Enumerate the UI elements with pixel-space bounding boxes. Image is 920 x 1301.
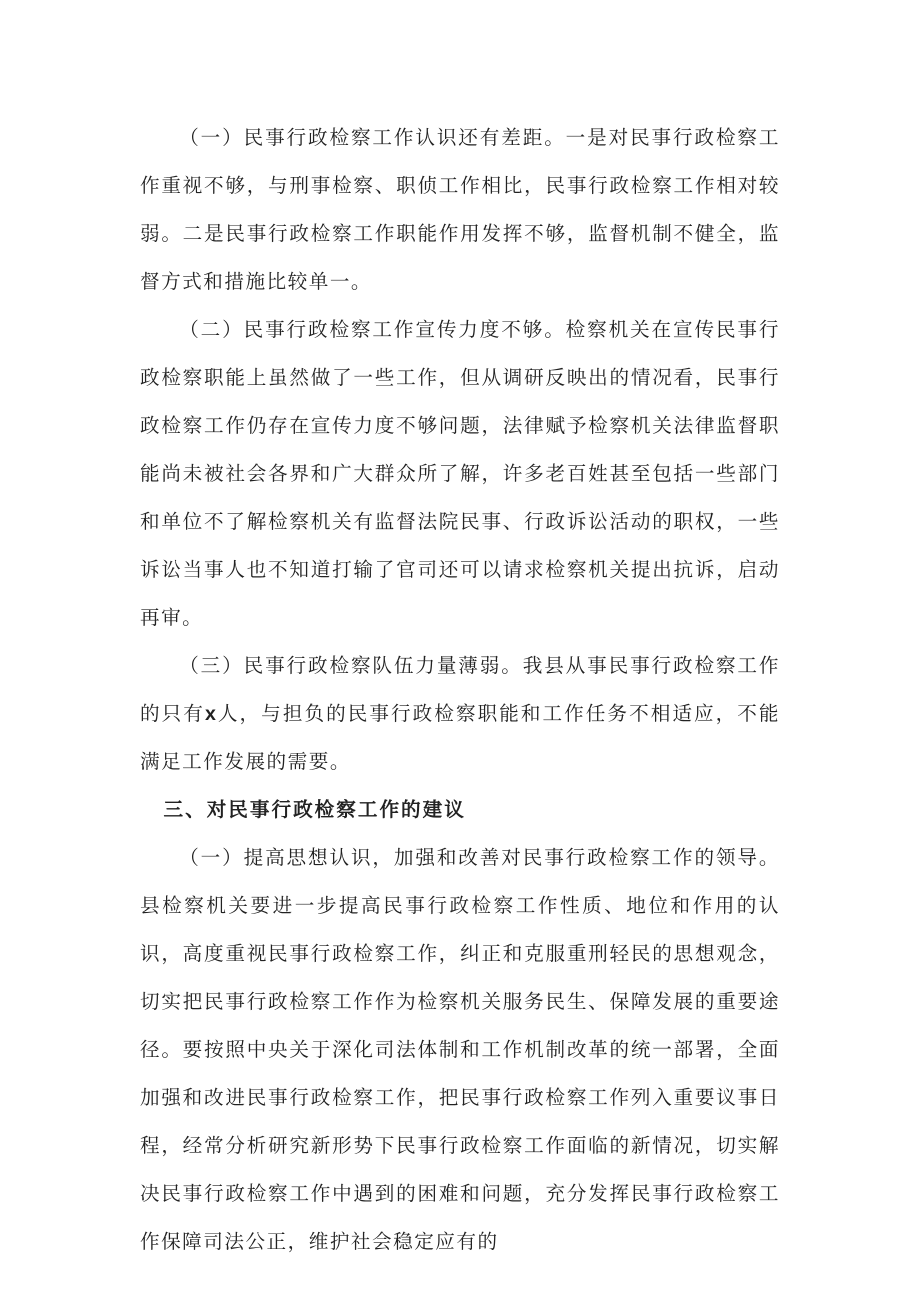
paragraph-publicity-insufficient: （二）民事行政检察工作宣传力度不够。检察机关在宣传民事行政检察职能上虽然做了一些工作，但从调研反映出的情况看，民事行政检察工作仍存在宣传力度不够问题，法律赋予检察机关法律监督职能尚未被社会各界和广大群众所了解，许多老百姓甚至包括一些部门和单位不了解检察机关有监督法院民事、行政诉讼活动的职权，一些诉讼当事人也不知道打输了官司还可以请求检察机关提出抗诉，启动再审。 — [140, 318, 780, 629]
staff-count-placeholder: x — [204, 703, 218, 725]
document-body — [140, 114, 780, 1266]
paragraph-staff-weak-text-a: （三）民事行政检察队伍力量薄弱。我县从事民事行政检察工作的只有 — [140, 654, 780, 725]
paragraph-staff-weak-text-b: 人，与担负的民事行政检察职能和工作任务不相适应，不能满足工作发展的需要。 — [140, 702, 781, 773]
paragraph-staff-weak — [140, 642, 780, 786]
paragraph-awareness-gap: （一）民事行政检察工作认识还有差距。一是对民事行政检察工作重视不够，与刑事检察、职侦工作相比，民事行政检察工作相对较弱。二是民事行政检察工作职能作用发挥不够，监督机制不健全，监督方式和措施比较单一。 — [140, 126, 780, 293]
section-heading-suggestions: 三、对民事行政检察工作的建议 — [163, 798, 466, 821]
paragraph-raise-awareness: （一）提高思想认识，加强和改善对民事行政检察工作的领导。县检察机关要进一步提高民事行政检察工作性质、地位和作用的认识，高度重视民事行政检察工作，纠正和克服重刑轻民的思想观念，切实把民事行政检察工作作为检察机关服务民生、保障发展的重要途径。要按照中央关于深化司法体制和工作机制改革的统一部署，全面加强和改进民事行政检察工作，把民事行政检察工作列入重要议事日程，经常分析研究新形势下民事行政检察工作面临的新情况，切实解决民事行政检察工作中遇到的困难和问题，充分发挥民事行政检察工作保障司法公正，维护社会稳定应有的 — [140, 846, 780, 1253]
